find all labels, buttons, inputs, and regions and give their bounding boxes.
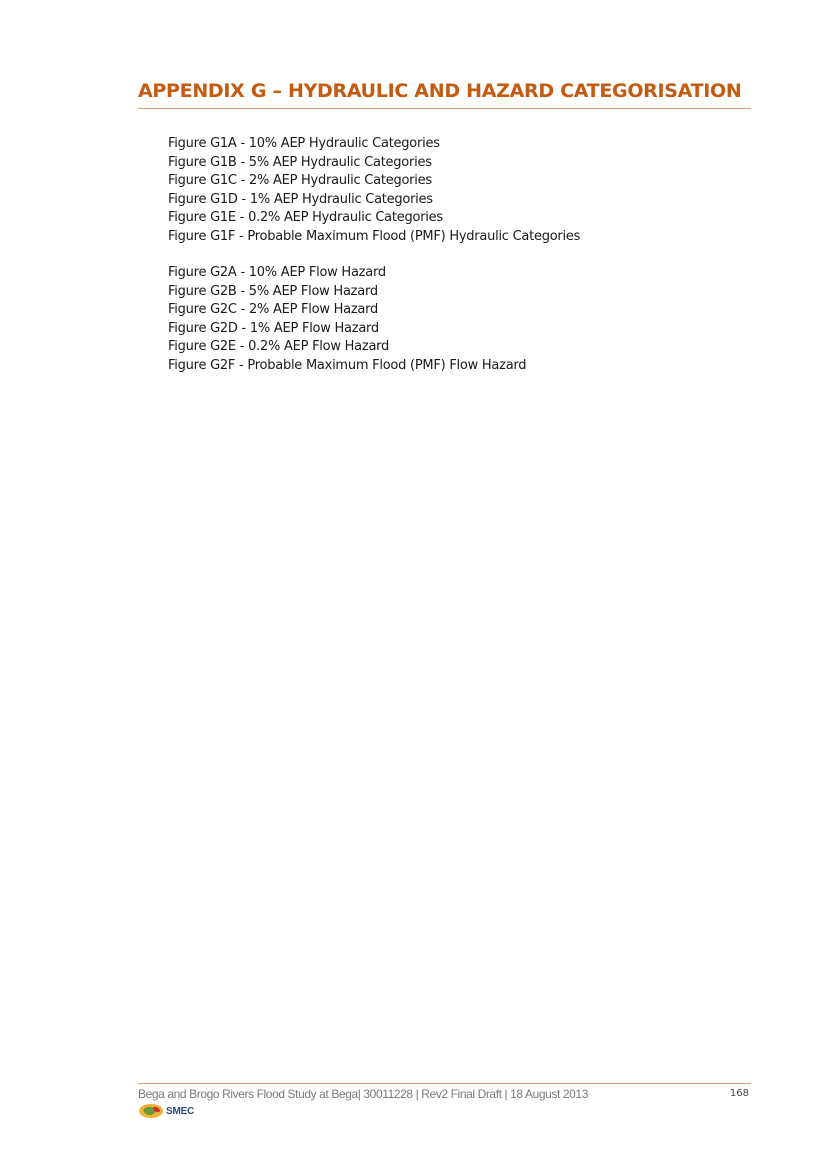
list-item: Figure G2A - 10% AEP Flow Hazard: [168, 265, 386, 280]
smec-logo: [138, 1103, 194, 1119]
list-item: Figure G2E - 0.2% AEP Flow Hazard: [168, 339, 390, 354]
footer-divider: [138, 1083, 751, 1084]
list-item: Figure G2D - 1% AEP Flow Hazard: [168, 320, 379, 336]
list-item: Figure G1D - 1% AEP Hydraulic Categories: [168, 191, 433, 207]
list-item: Figure G1A - 10% AEP Hydraulic Categories: [168, 136, 440, 151]
page-number: 168: [729, 1088, 749, 1099]
list-item: Figure G1F - Probable Maximum Flood (PMF) Hydraulic Categories: [168, 228, 581, 244]
hazard-figure-list: [168, 264, 526, 375]
page-title: APPENDIX G – HYDRAULIC AND HAZARD CATEGORISATION: [138, 80, 742, 102]
heading-divider: [138, 108, 751, 109]
footer-document-info: Bega and Brogo Rivers Flood Study at Bega| 30011228 | Rev2 Final Draft | 18 August 2013: [138, 1087, 588, 1101]
list-item: Figure G2F - Probable Maximum Flood (PMF) Flow Hazard: [168, 357, 527, 373]
list-item: Figure G1C - 2% AEP Hydraulic Categories: [168, 173, 432, 188]
smec-logo-icon: [138, 1103, 164, 1119]
list-item: Figure G2B - 5% AEP Flow Hazard: [168, 283, 378, 299]
smec-logo-text: SMEC: [166, 1105, 195, 1117]
list-item: Figure G2C - 2% AEP Flow Hazard: [168, 302, 378, 317]
hydraulic-figure-list: [168, 135, 580, 246]
list-item: Figure G1E - 0.2% AEP Hydraulic Categories: [168, 210, 443, 225]
list-item: Figure G1B - 5% AEP Hydraulic Categories: [168, 154, 432, 170]
